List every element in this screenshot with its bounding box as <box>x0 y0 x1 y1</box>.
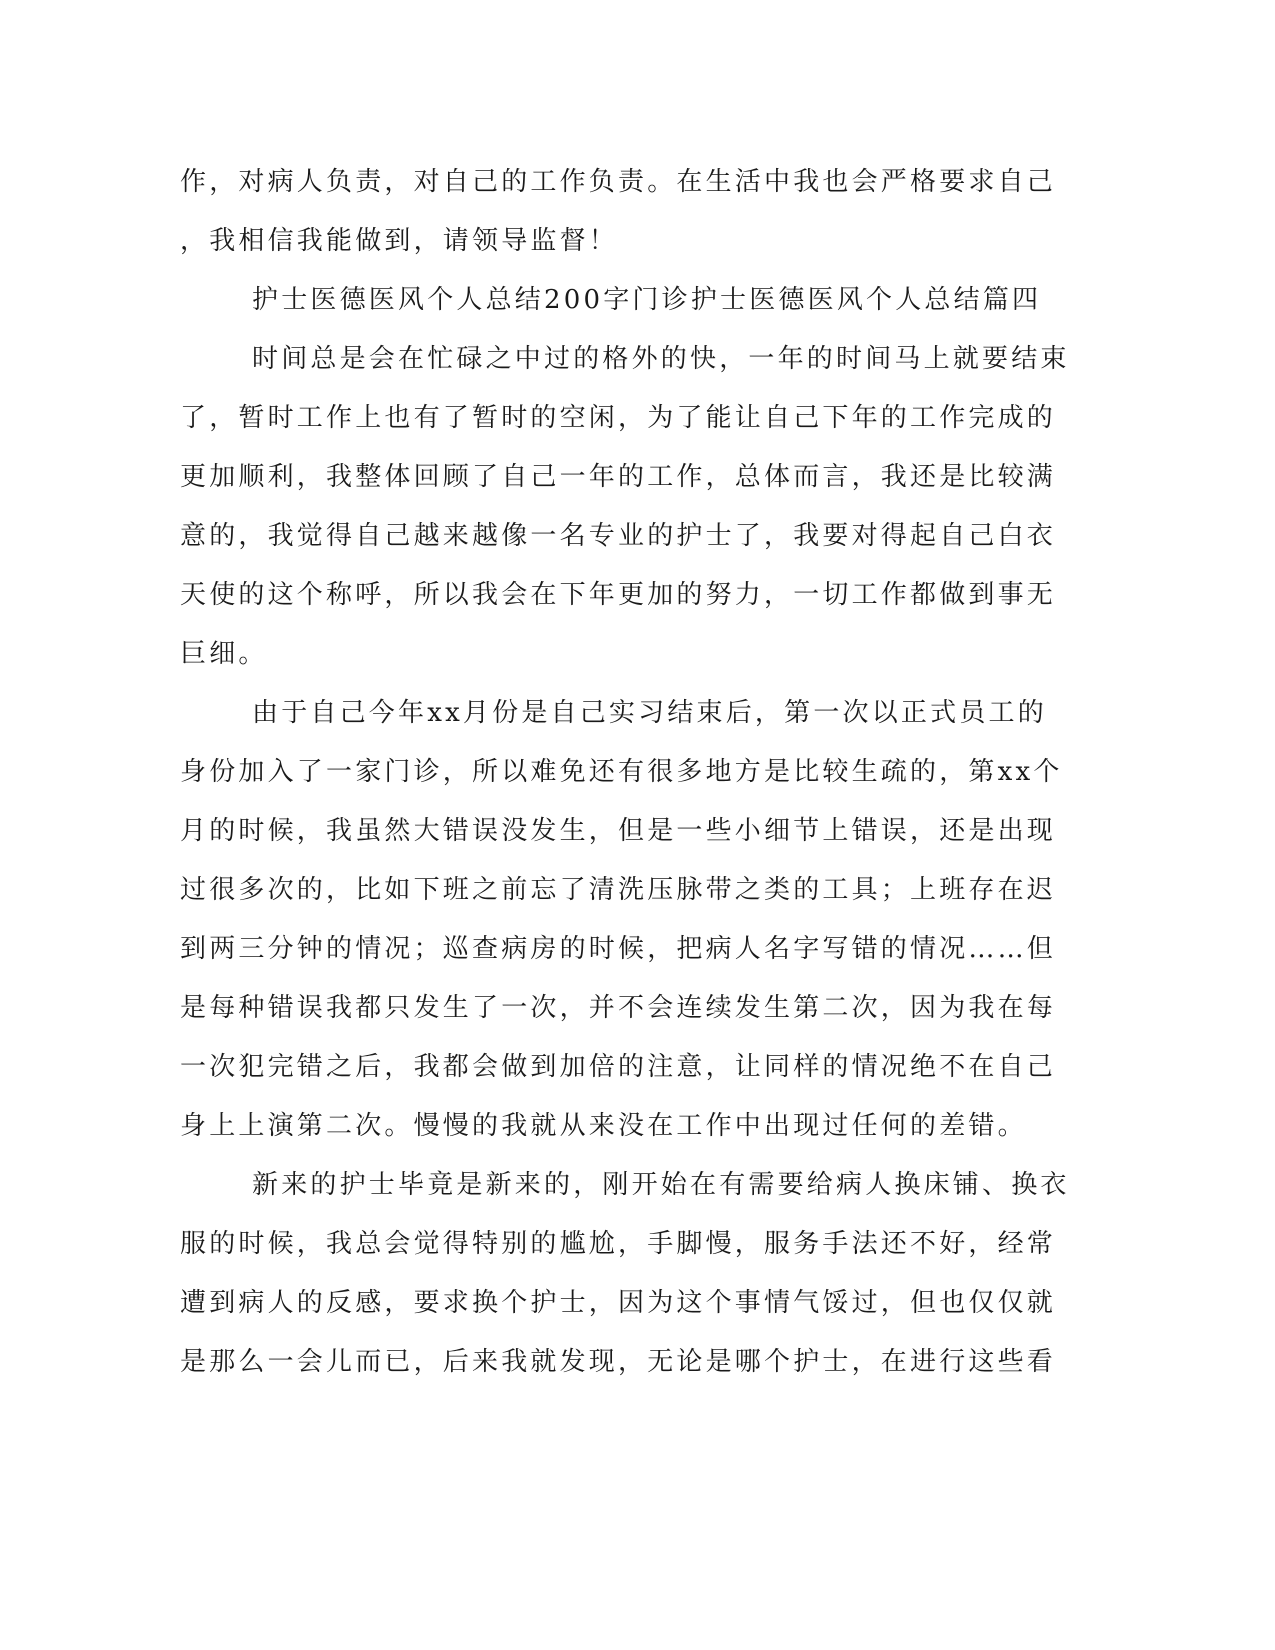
section-heading: 护士医德医风个人总结200字门诊护士医德医风个人总结篇四 <box>252 285 1042 315</box>
paragraph-start-line: 由于自己今年xx月份是自己实习结束后，第一次以正式员工的 <box>252 698 1047 728</box>
text-line: ，我相信我能做到，请领导监督！ <box>180 226 619 256</box>
text-line: 了，暂时工作上也有了暂时的空闲，为了能让自己下年的工作完成的 <box>180 403 1057 433</box>
text-line: 服的时候，我总会觉得特别的尴尬，手脚慢，服务手法还不好，经常 <box>180 1229 1057 1259</box>
text-line: 是那么一会儿而已，后来我就发现，无论是哪个护士，在进行这些看 <box>180 1347 1057 1377</box>
text-line: 作，对病人负责，对自己的工作负责。在生活中我也会严格要求自己 <box>180 167 1057 197</box>
paragraph-start-line: 新来的护士毕竟是新来的，刚开始在有需要给病人换床铺、换衣 <box>252 1170 1070 1200</box>
text-line: 是每种错误我都只发生了一次，并不会连续发生第二次，因为我在每 <box>180 993 1057 1023</box>
text-line: 一次犯完错之后，我都会做到加倍的注意，让同样的情况绝不在自己 <box>180 1052 1057 1082</box>
text-line: 身上上演第二次。慢慢的我就从来没在工作中出现过任何的差错。 <box>180 1111 1027 1141</box>
text-line: 到两三分钟的情况；巡查病房的时候，把病人名字写错的情况……但 <box>180 934 1057 964</box>
text-line: 过很多次的，比如下班之前忘了清洗压脉带之类的工具；上班存在迟 <box>180 875 1057 905</box>
text-line: 遭到病人的反感，要求换个护士，因为这个事情气馁过，但也仅仅就 <box>180 1288 1057 1318</box>
text-line: 意的，我觉得自己越来越像一名专业的护士了，我要对得起自己白衣 <box>180 521 1057 551</box>
text-line: 天使的这个称呼，所以我会在下年更加的努力，一切工作都做到事无 <box>180 580 1057 610</box>
paragraph-start-line: 时间总是会在忙碌之中过的格外的快，一年的时间马上就要结束 <box>252 344 1070 374</box>
text-line: 巨细。 <box>180 639 268 669</box>
text-line: 身份加入了一家门诊，所以难免还有很多地方是比较生疏的，第xx个 <box>180 757 1063 787</box>
text-line: 月的时候，我虽然大错误没发生，但是一些小细节上错误，还是出现 <box>180 816 1057 846</box>
text-line: 更加顺利，我整体回顾了自己一年的工作，总体而言，我还是比较满 <box>180 462 1057 492</box>
